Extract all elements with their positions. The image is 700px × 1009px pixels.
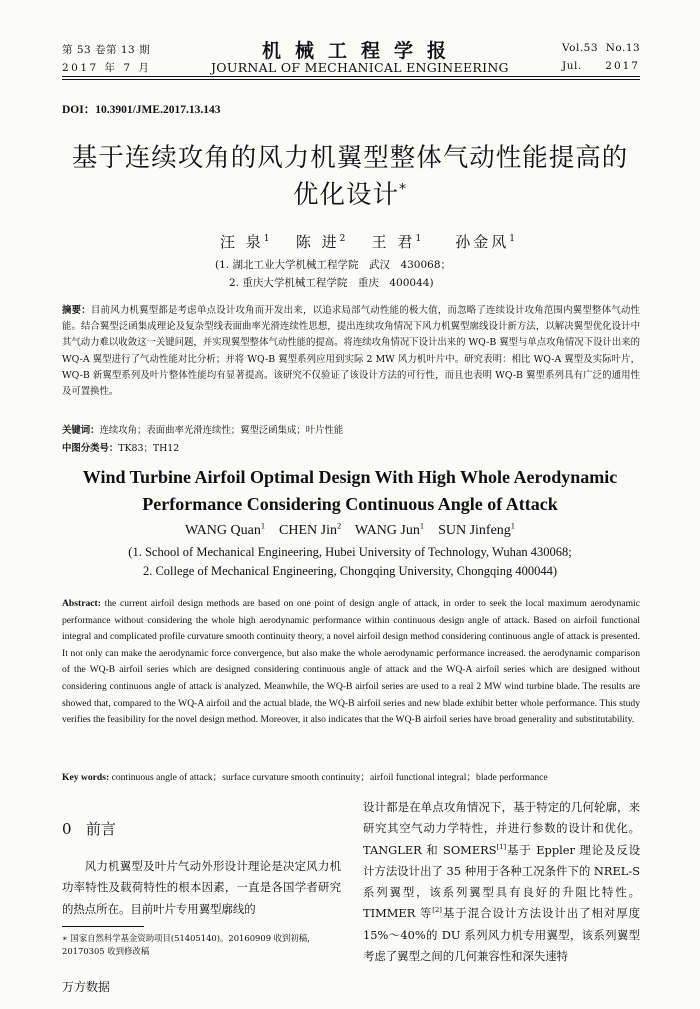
title-en: Wind Turbine Airfoil Optimal Design With High Whole Aerodynamic Performance Considering Continuous Angle of Attack (82, 467, 618, 514)
affiliations-en: (1. School of Mechanical Engineering, Hubei University of Technology, Wuhan 430068; 2. College of Mechanical Engineering, Chongqing University, Chongqing 400044) (128, 545, 572, 578)
footnote: ∗ 国家自然科学基金资助项目(51405140)。20160909 收到初稿，20170305 收到修改稿 (62, 933, 316, 956)
authors-cn: 汪 泉$^1$ 陈 进$^2$ 王 君$^1$ 孙金风$^1$ (220, 233, 518, 251)
clc-number: 中图分类号：TK83；TH12 (62, 443, 180, 454)
header-volume: Vol.53 No.13 (562, 42, 641, 54)
keywords-en: Key words: continuous angle of attack；surface curvature smooth continuity；airfoil functional integral；blade performance (62, 772, 548, 783)
abstract-en: Abstract: the current airfoil design methods are based on one point of design angle of attack, in order to seek the local maximum aerodynamic performance without considering the whole high aerodynamic performance within continuous design angle of attack. Based on airfoil functional integral and complicated profile curvature smooth continuity theory, a novel airfoil design method considering continuous angle of attack is presented. It not only can make the aerodynamic force convergence, but also make the whole aerodynamic performance increased. the aerodynamic comparison of the WQ-B airfoil series which are designed considering continuous angle of attack and the WQ-A airfoil series which are designed without considering continuous angle of attack is analyzed. Meanwhile, the WQ-B airfoil series are used to a real 2 MW wind turbine blade. The results are showed that, compared to the WQ-A airfoil and the actual blade, the WQ-B airfoil series and new blade exhibit better whole performance. This study verifies the feasibility for the novel design method. Moreover, it also indicates that the WQ-B airfoil series have broad generality and substitutability. (62, 598, 640, 726)
header-date: 2017 年 7 月 (62, 62, 152, 74)
title-cn: 基于连续攻角的风力机翼型整体气动性能提高的 优化设计* (71, 143, 629, 210)
header-rule-bottom (62, 79, 640, 80)
watermark: 万方数据 (62, 980, 111, 994)
header-month-year: Jul. 2017 (562, 60, 640, 72)
keywords-cn: 关键词：连续攻角；表面曲率光滑连续性；翼型泛函集成；叶片性能 (62, 425, 344, 436)
header-issue: 第 53 卷第 13 期 (62, 44, 151, 56)
doi: DOI：10.3901/JME.2017.13.143 (62, 104, 221, 116)
journal-title-en: JOURNAL OF MECHANICAL ENGINEERING (211, 60, 509, 75)
affiliation-cn-1: (1. 湖北工业大学机械工程学院 武汉 430068； (215, 259, 452, 271)
affiliation-cn-2: 2. 重庆大学机械工程学院 重庆 400044) (229, 277, 434, 289)
abstract-cn: 摘要：目前风力机翼型都是考虑单点设计攻角而开发出来，以追求局部气动性能的极大值，而忽略了连续设计攻角范围内翼型整体气动性能。结合翼型泛函集成理论及复杂型线表面曲率光滑连续性思想，提出连续攻角情况下风力机翼型廓线设计新方法，以解决翼型优化设计中其气动力难以收敛这一关键问题，并实现翼型整体气动性能的提高。将连续攻角情况下设计出来的 WQ-B 翼型与单点攻角情况下设计出来的 WQ-A 翼型进行了气动性能对比分析；并将 WQ-B 翼型系列应用到实际 2 MW 风力机叶片中。研究表明：相比 WQ-A 翼型及实际叶片，WQ-B 新翼型系列及叶片整体性能均有显著提高。该研究不仅验证了该设计方法的可行性，而且也表明 WQ-B 翼型系列具有广泛的通用性及可置换性。 (62, 305, 640, 398)
journal-title-cn: 机械工程学报 (262, 40, 461, 62)
footnote-rule (62, 926, 144, 927)
body-left-column: 风力机翼型及叶片气动外形设计理论是决定风力机功率特性及载荷特性的根本因素，一直是各国学者研究的热点所在。目前叶片专用翼型廓线的 (62, 859, 341, 916)
section-heading: 0 前言 (62, 820, 116, 838)
body-right-column: 设计都是在单点攻角情况下，基于特定的几何轮廓，来研究其空气动力学特性，并进行参数的设计和优化。TANGLER 和 SOMERS[1]基于 Eppler 理论及反设计方法设计出了 35 种用于各种工况条件下的 NREL-S 系列翼型，该系列翼型具有良好的升阻比特性。TIMMER 等[2]基于混合设计方法设计出了相对厚度 15%～40%的 DU 系列风力机专用翼型，该系列翼型考虑了翼型之间的几何兼容性和深失速特 (363, 800, 640, 964)
authors-en: WANG Quan$^1$ CHEN Jin$^2$ WANG Jun$^1$ SUN Jinfeng$^1$ (185, 521, 515, 538)
header-rule-top (62, 76, 640, 77)
